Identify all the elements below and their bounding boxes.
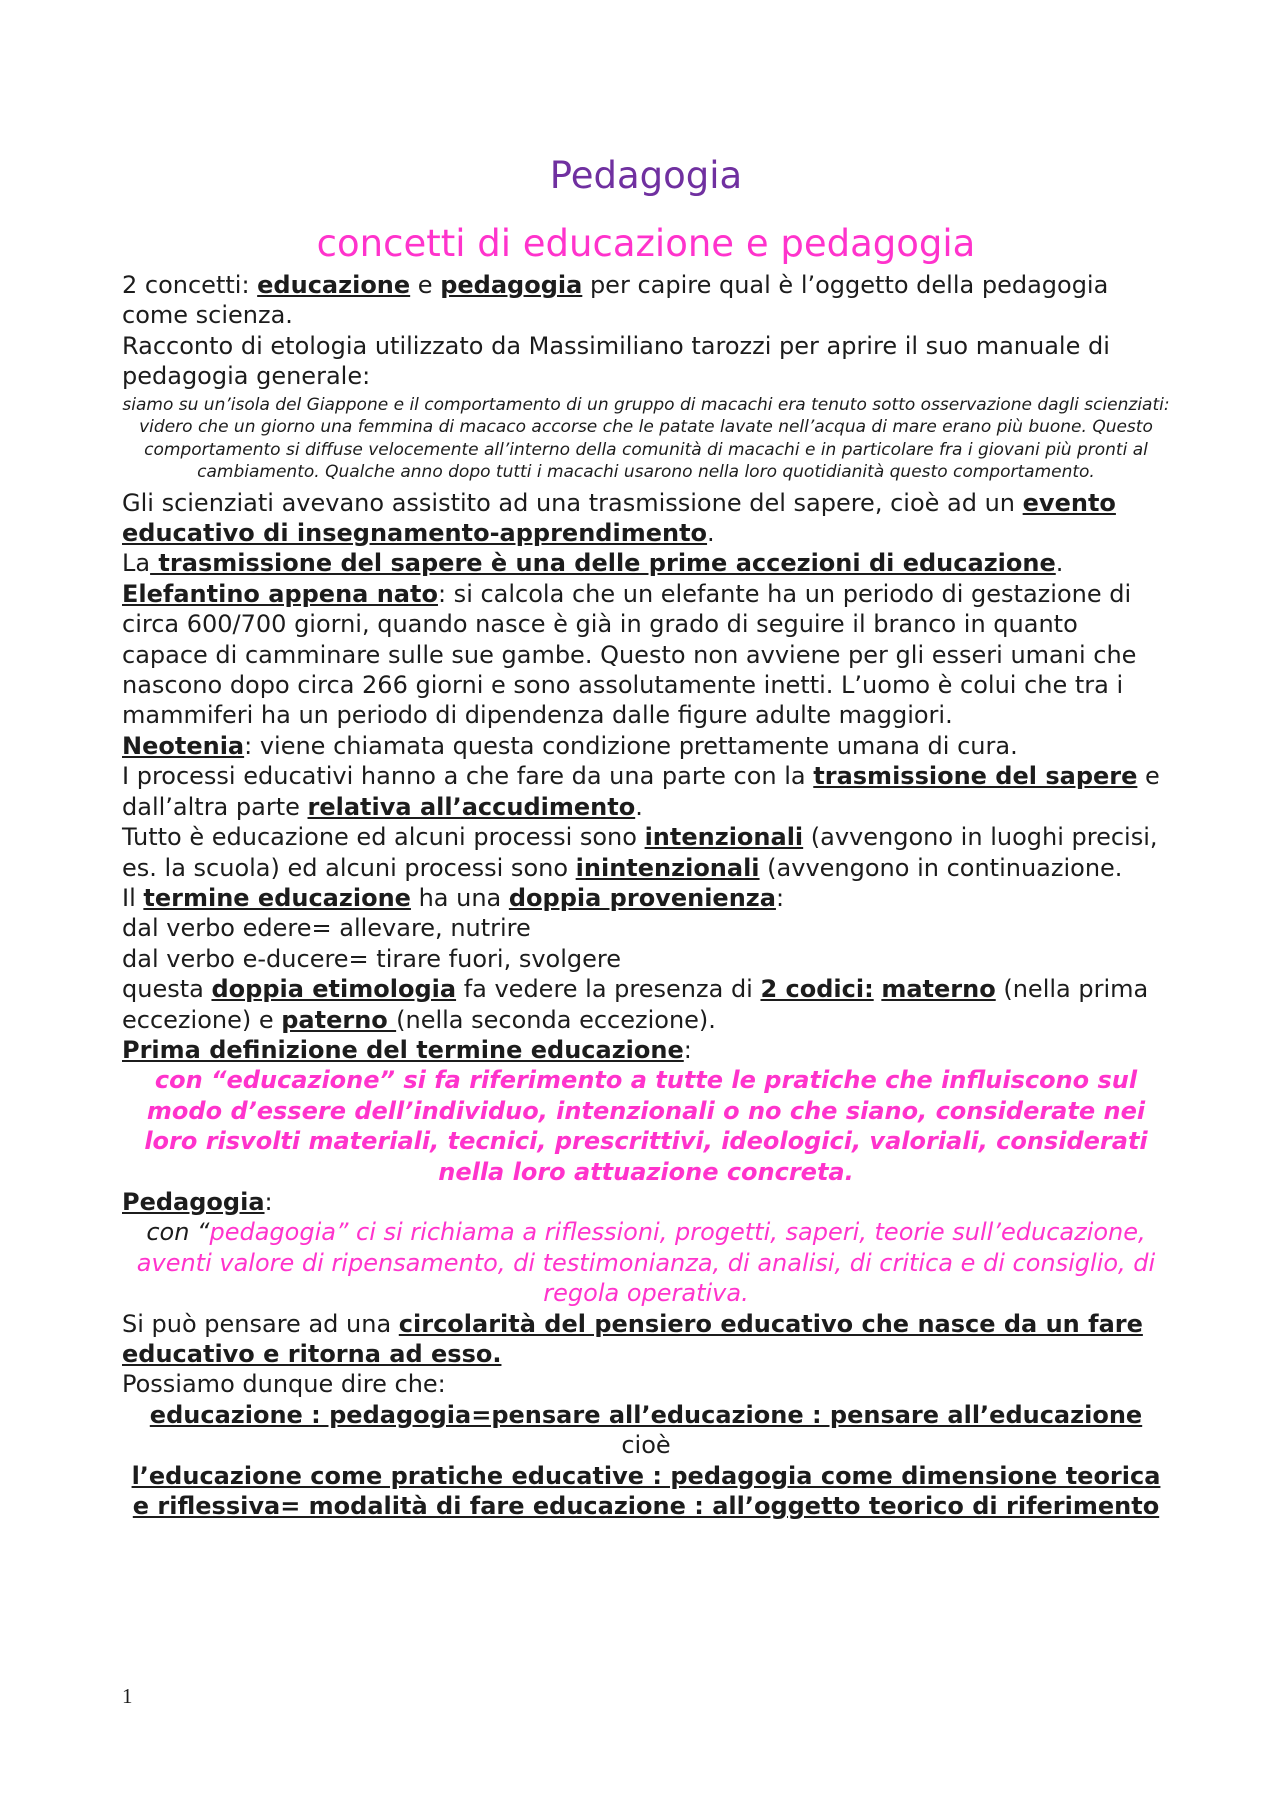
term-termine-educazione: termine educazione [143, 883, 411, 912]
paragraph-intro [122, 270, 1170, 331]
term-pedagogia: Pedagogia [122, 1187, 265, 1216]
text: e [410, 271, 441, 299]
text: Tutto è educazione ed alcuni processi sono [122, 823, 645, 852]
text: . [707, 519, 715, 548]
term-evento-educativo: evento educativo di insegnamento-apprendimento [122, 488, 1116, 548]
term-intenzionali: intenzionali [644, 823, 804, 852]
term-prima-definizione: Prima definizione del termine educazione [122, 1035, 684, 1064]
text: questa [122, 975, 212, 1004]
term-paterno: paterno [281, 1005, 397, 1034]
text: Gli scienziati avevano assistito ad una trasmissione del sapere, cioè ad un [122, 488, 1023, 517]
text: (nella prima eccezione) e [122, 975, 1149, 1034]
paragraph-neotenia [122, 731, 1170, 761]
term-circolarita: circolarità del pensiero educativo che nasce da un fare educativo e ritorna ad esso. [122, 1309, 1143, 1368]
term-materno: materno [881, 975, 996, 1004]
text: pedagogia” ci si richiama a riflessioni, progetti, saperi, teorie sull’educazione, aventi valore di ripensamento, di testimonianza, di analisi, di critica e di consiglio, di regola operativa. [136, 1218, 1156, 1308]
text-cioe: cioè [621, 1431, 671, 1460]
paragraph-intenzionali [122, 822, 1170, 883]
page-title: Pedagogia [549, 154, 743, 197]
term-2-codici: 2 codici: [760, 975, 874, 1004]
definition-pedagogia [122, 1217, 1170, 1308]
term-doppia-provenienza: doppia provenienza [508, 883, 776, 912]
text: per capire qual è l’oggetto della pedagogia come scienza. [122, 271, 1109, 330]
text: 2 concetti: [122, 271, 258, 299]
paragraph-processi [122, 761, 1170, 822]
section-subtitle: concetti di educazione e pedagogia [316, 222, 976, 265]
text: (avvengono in continuazione. [759, 853, 1123, 882]
term-trasmissione-sapere: trasmissione del sapere [813, 762, 1138, 791]
paragraph-scienziati [122, 488, 1170, 549]
text: : [683, 1035, 692, 1064]
text: Il [122, 883, 144, 912]
quote-macachi: siamo su un’isola del Giappone e il comportamento di un gruppo di macachi era tenuto sotto osservazione dagli scienziati: videro che un giorno una femmina di macaco accorse che le patate lavate nell’acqua di mare erano più buone. Questo comportamento si diffuse velocemente all’interno della comunità di macachi e in particolare fra i giovani più pronti al cambiamento. Qualche anno dopo tutti i macachi usarono nella loro quotidianità questo comportamento. [122, 394, 1170, 483]
text: Si può pensare ad una [122, 1309, 399, 1338]
term-doppia-etimologia: doppia etimologia [211, 975, 457, 1004]
term-educazione: educazione [257, 271, 411, 299]
equation-1: educazione : pedagogia=pensare all’educazione : pensare all’educazione [149, 1400, 1143, 1429]
paragraph-circolarita [122, 1309, 1170, 1370]
text: I processi educativi hanno a che fare da una parte con la [122, 762, 814, 791]
paragraph-educere: dal verbo e-ducere= tirare fuori, svolgere [122, 944, 621, 973]
term-trasmissione: trasmissione del sapere è una delle prime accezioni di educazione [150, 549, 1056, 578]
term-pedagogia: pedagogia [440, 271, 583, 299]
term-accudimento: relativa all’accudimento [307, 792, 636, 821]
term-neotenia: Neotenia [122, 731, 245, 760]
paragraph-elefantino [122, 579, 1170, 731]
text: ha una [410, 883, 509, 912]
text: fa vedere la presenza di [456, 975, 761, 1004]
paragraph-termine [122, 883, 1170, 913]
paragraph-pedagogia-heading [122, 1187, 1170, 1217]
text: : [775, 883, 785, 912]
paragraph-prima-definizione [122, 1035, 1170, 1065]
term-elefantino: Elefantino appena nato [122, 579, 438, 608]
text: (avvengono in luoghi precisi, es. la scuola) ed alcuni processi sono [122, 823, 1158, 882]
paragraph-etimologia [122, 974, 1170, 1035]
paragraph-trasmissione [122, 548, 1170, 578]
text: : viene chiamata questa condizione prettamente umana di cura. [244, 731, 1018, 760]
paragraph-racconto: Racconto di etologia utilizzato da Massimiliano tarozzi per aprire il suo manuale di pedagogia generale: [122, 331, 1110, 391]
text: . [1055, 549, 1064, 578]
text: : [264, 1187, 273, 1216]
paragraph-possiamo: Possiamo dunque dire che: [122, 1370, 446, 1399]
term-inintenzionali: inintenzionali [575, 853, 760, 882]
page-number: 1 [122, 1684, 133, 1708]
text: La [122, 549, 151, 578]
paragraph-edere: dal verbo edere= allevare, nutrire [122, 914, 531, 943]
text: : si calcola che un elefante ha un periodo di gestazione di circa 600/700 giorni, quando nasce è già in grado di seguire il branco in quanto capace di camminare sulle sue gambe. Questo non avviene per gli esseri umani che nascono dopo circa 266 giorni e sono assolutamente inetti. L’uomo è colui che tra i mammiferi ha un periodo di dipendenza dalle figure adulte maggiori. [122, 579, 1137, 730]
page-content [122, 150, 1170, 1521]
text: . [635, 792, 643, 821]
text: e dall’altra parte [122, 762, 1160, 821]
text: (nella seconda eccezione). [396, 1005, 716, 1034]
text: con “ [146, 1218, 210, 1247]
definition-educazione: con “educazione” si fa riferimento a tutte le pratiche che influiscono sul modo d’essere dell’individuo, intenzionali o no che siano, considerate nei loro risvolti materiali, tecnici, prescrittivi, ideologici, valoriali, considerati nella loro attuazione concreta. [144, 1066, 1148, 1186]
equation-2: l’educazione come pratiche educative : pedagogia come dimensione teorica e riflessiva= modalità di fare educazione : all’oggetto teorico di riferimento [131, 1461, 1161, 1521]
